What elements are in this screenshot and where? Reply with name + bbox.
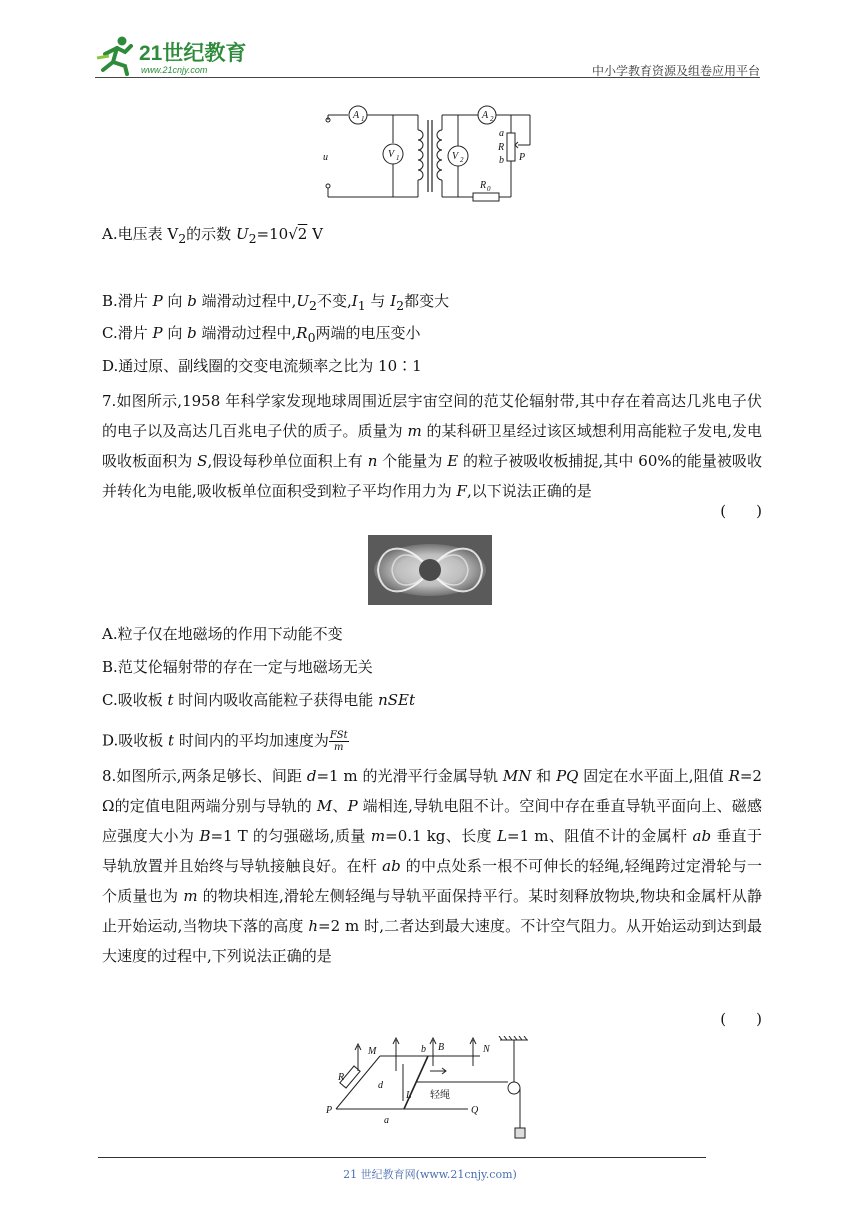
label-b: b (421, 1044, 426, 1055)
footer-divider (98, 1157, 706, 1158)
rheostat-r-label: R (498, 142, 505, 153)
q6-option-a[interactable]: A.电压表 $V_2$的示数 $U_2=10√2$ V (102, 225, 323, 246)
ammeter-a2-sub: 2 (490, 115, 494, 123)
page-header (95, 28, 760, 80)
q8-answer-paren[interactable]: ( ) (720, 1010, 762, 1028)
van-allen-belt-image (368, 535, 492, 609)
q6-option-d[interactable]: D.通过原、副线圈的交变电流频率之比为 10∶1 (102, 357, 422, 375)
q6-option-b[interactable]: B.滑片 P 向 b 端滑动过程中$,U_2$不变$,I_1$ 与 $I_2$都变大 (102, 292, 450, 313)
label-d: d (378, 1080, 383, 1091)
fraction-fst-over-m: $\frac{\text{FSt}}{m}$ (329, 730, 348, 753)
q7-option-d[interactable]: D.吸收板 t 时间内的平均加速度为 $\frac{\text{FSt}}{m}$ (102, 730, 348, 753)
q7-answer-paren[interactable]: ( ) (720, 502, 762, 520)
transformer-circuit-figure (318, 98, 548, 212)
q7-option-a[interactable]: A.粒子仅在地磁场的作用下动能不变 (102, 625, 343, 643)
label-a: a (384, 1115, 389, 1126)
label-m: M (368, 1046, 377, 1057)
q6-option-c[interactable]: C.滑片 P 向 b 端滑动过程中$,R_0$两端的电压变小 (102, 324, 421, 345)
ammeter-a1-sub: 1 (361, 115, 365, 123)
ammeter-a1-label: A (353, 110, 360, 121)
platform-tagline: 中小学教育资源及组卷应用平台 (591, 64, 760, 78)
slider-p-label: P (519, 152, 526, 163)
sqrt-sign: √2 (288, 225, 308, 243)
ammeter-a2-label: A (482, 110, 489, 121)
voltmeter-v1-label: V (388, 149, 395, 160)
voltmeter-v1-sub: 1 (396, 154, 400, 162)
q7-stem: 7.如图所示,1958 年科学家发现地球周围近层宇宙空间的范艾伦辐射带,其中存在着高达几兆电子伏的电子以及高达几百兆电子伏的质子。质量为 m 的某科研卫星经过该区域想利用高能粒子发电,发电吸收板面积为 S,假设每秒单位面积上有 n 个能量为 E 的粒子被吸收板捕捉,其中 60%的能量被吸收并转化为电能,吸收板单位面积受到粒子平均作用力为 F,以下说法正确的是 (102, 392, 762, 500)
label-field-b: B (438, 1042, 445, 1053)
source-u-label: u (323, 152, 328, 163)
r0-sub: 0 (487, 185, 491, 193)
label-q: Q (471, 1105, 479, 1116)
q7-option-b[interactable]: B.范艾伦辐射带的存在一定与地磁场无关 (102, 658, 373, 676)
label-rope: 轻绳 (430, 1090, 450, 1101)
header-divider (95, 77, 760, 78)
rheostat-a-label: a (499, 128, 504, 139)
site-logo[interactable] (95, 34, 255, 82)
label-p: P (326, 1105, 333, 1116)
rail-pulley-figure (318, 1036, 538, 1148)
voltmeter-v2-sub: 2 (460, 156, 464, 164)
label-n: N (483, 1044, 490, 1055)
q7-option-c[interactable]: C.吸收板 t 时间内吸收高能粒子获得电能 nSEt (102, 691, 415, 709)
label-l: L (406, 1090, 412, 1101)
logo-url: www.21cnjy.com (141, 65, 208, 75)
footer-link[interactable]: 21 世纪教育网(www.21cnjy.com) (343, 1168, 517, 1181)
rheostat-b-label: b (499, 155, 504, 166)
r0-label: R (480, 180, 487, 191)
label-r: R (338, 1072, 345, 1083)
runner-logo-icon (95, 34, 255, 78)
logo-title: 21世纪教育 (139, 42, 247, 65)
voltmeter-v2-label: V (452, 151, 459, 162)
q8-stem: 8.如图所示,两条足够长、间距 d=1 m 的光滑平行金属导轨 MN 和 PQ 固定在水平面上,阻值 R=2 Ω的定值电阻两端分别与导轨的 M、P 端相连,导轨电阻不计。空间中存在垂直导轨平面向上、磁感应强度大小为 B=1 T 的匀强磁场,质量 m=0.1 kg、长度 L=1 m、阻值不计的金属杆 ab 垂直于导轨放置并且始终与导轨接触良好。在杆 ab 的中点处系一根不可伸长的轻绳,轻绳跨过定滑轮与一个质量也为 m 的物块相连,滑轮左侧轻绳与导轨平面保持平行。某时刻释放物块,物块和金属杆从静止开始运动,当物块下落的高度 h=2 m 时,二者达到最大速度。不计空气阻力。从开始运动到达到最大速度的过程中,下列说法正确的是 (102, 767, 762, 965)
